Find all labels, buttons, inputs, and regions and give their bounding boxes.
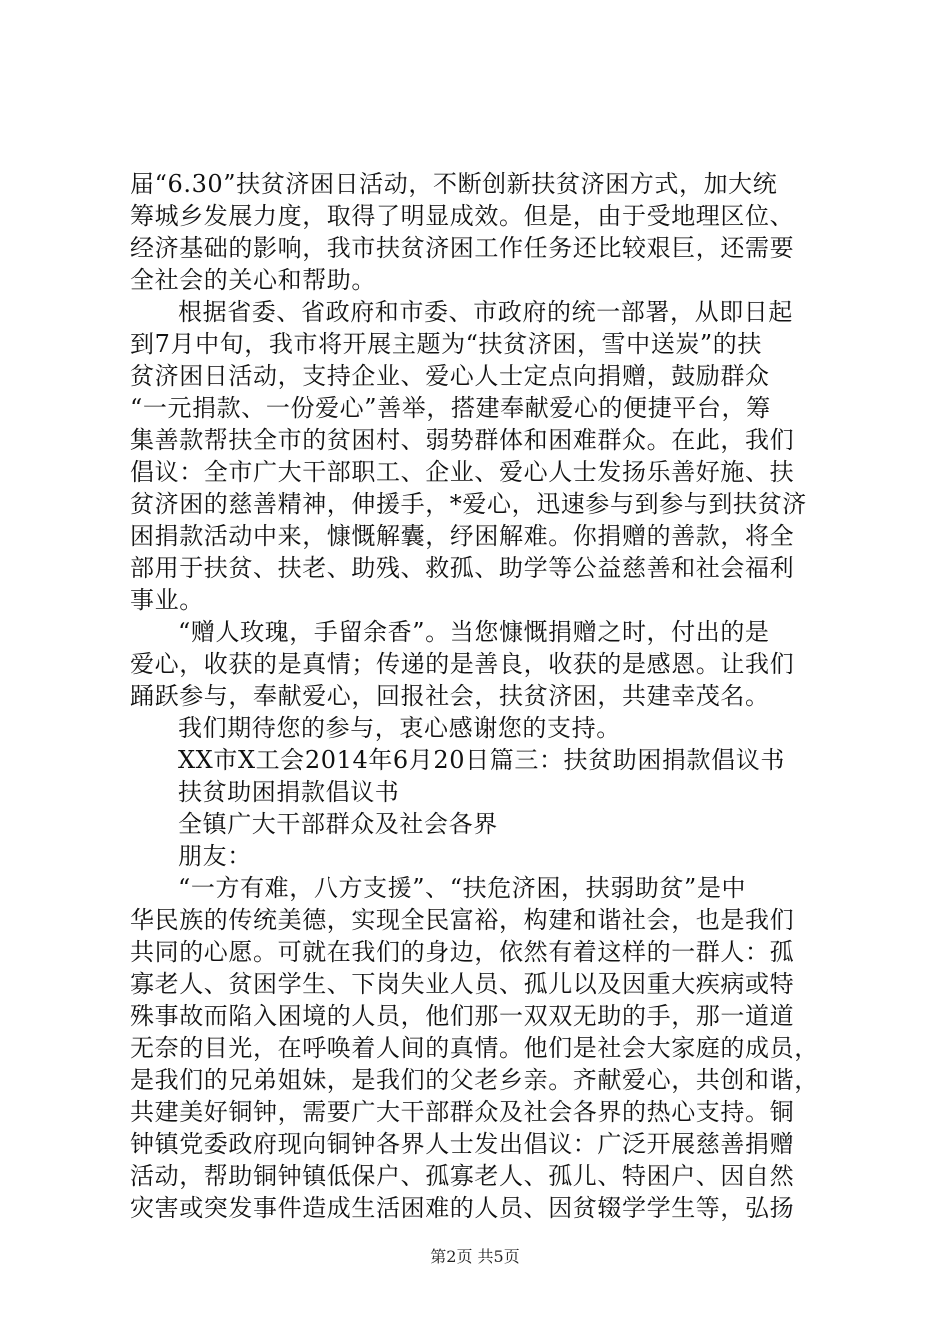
paragraph-first-line: “一方有难，八方支援”、“扶危济困，扶弱助贫”是中 bbox=[178, 874, 747, 902]
text-line: 踊跃参与，奉献爱心，回报社会，扶贫济困，共建幸茂名。 bbox=[130, 682, 770, 710]
text-line: 爱心，收获的是真情；传递的是善良，收获的是感恩。让我们 bbox=[130, 650, 795, 678]
text-line: 钟镇党委政府现向铜钟各界人士发出倡议：广泛开展慈善捐赠 bbox=[130, 1130, 795, 1158]
text-line: 全社会的关心和帮助。 bbox=[130, 266, 376, 294]
section-title: 扶贫助困捐款倡议书 bbox=[178, 778, 400, 806]
text-line: 部用于扶贫、扶老、助残、救孤、助学等公益慈善和社会福利 bbox=[130, 554, 795, 582]
text-line: 集善款帮扶全市的贫困村、弱势群体和困难群众。在此，我们 bbox=[130, 426, 795, 454]
document-body bbox=[130, 168, 830, 1224]
signature-line: XX市X工会2014年6月20日篇三：扶贫助困捐款倡议书 bbox=[178, 746, 785, 774]
text-line: 无奈的目光，在呼唤着人间的真情。他们是社会大家庭的成员， bbox=[130, 1034, 819, 1062]
text-line: 活动，帮助铜钟镇低保户、孤寡老人、孤儿、特困户、因自然 bbox=[130, 1162, 795, 1190]
page-number-footer: 第2页 共5页 bbox=[430, 1247, 520, 1266]
text-line: 届“6.30”扶贫济困日活动，不断创新扶贫济困方式，加大统 bbox=[130, 170, 778, 198]
text-line: 贫济困的慈善精神，伸援手，*爱心，迅速参与到参与到扶贫济 bbox=[130, 490, 807, 518]
text-line: 殊事故而陷入困境的人员，他们那一双双无助的手，那一道道 bbox=[130, 1002, 795, 1030]
salutation-line: 朋友： bbox=[178, 842, 252, 870]
text-line: 寡老人、贫困学生、下岗失业人员、孤儿以及因重大疾病或特 bbox=[130, 970, 795, 998]
text-line: 倡议：全市广大干部职工、企业、爱心人士发扬乐善好施、扶 bbox=[130, 458, 795, 486]
text-line: 筹城乡发展力度，取得了明显成效。但是，由于受地理区位、 bbox=[130, 202, 795, 230]
text-line: 困捐款活动中来，慷慨解囊，纾困解难。你捐赠的善款，将全 bbox=[130, 522, 795, 550]
text-line: 共建美好铜钟，需要广大干部群众及社会各界的热心支持。铜 bbox=[130, 1098, 795, 1126]
text-line: 事业。 bbox=[130, 586, 204, 614]
text-line: 是我们的兄弟姐妹，是我们的父老乡亲。齐献爱心，共创和谐， bbox=[130, 1066, 819, 1094]
text-line: 共同的心愿。可就在我们的身边，依然有着这样的一群人：孤 bbox=[130, 938, 795, 966]
text-line: 经济基础的影响，我市扶贫济困工作任务还比较艰巨，还需要 bbox=[130, 234, 795, 262]
paragraph-first-line: 我们期待您的参与，衷心感谢您的支持。 bbox=[178, 714, 621, 742]
paragraph-first-line: “赠人玫瑰，手留余香”。当您慷慨捐赠之时，付出的是 bbox=[178, 618, 770, 646]
text-line: “一元捐款、一份爱心”善举，搭建奉献爱心的便捷平台，筹 bbox=[130, 394, 771, 422]
salutation-line: 全镇广大干部群众及社会各界 bbox=[178, 810, 498, 838]
text-line: 华民族的传统美德，实现全民富裕，构建和谐社会，也是我们 bbox=[130, 906, 795, 934]
text-line: 贫济困日活动，支持企业、爱心人士定点向捐赠，鼓励群众 bbox=[130, 362, 770, 390]
text-line: 灾害或突发事件造成生活困难的人员、因贫辍学学生等，弘扬 bbox=[130, 1194, 795, 1222]
text-line: 到7月中旬，我市将开展主题为“扶贫济困，雪中送炭”的扶 bbox=[130, 330, 763, 358]
paragraph-first-line: 根据省委、省政府和市委、市政府的统一部署，从即日起 bbox=[178, 298, 793, 326]
